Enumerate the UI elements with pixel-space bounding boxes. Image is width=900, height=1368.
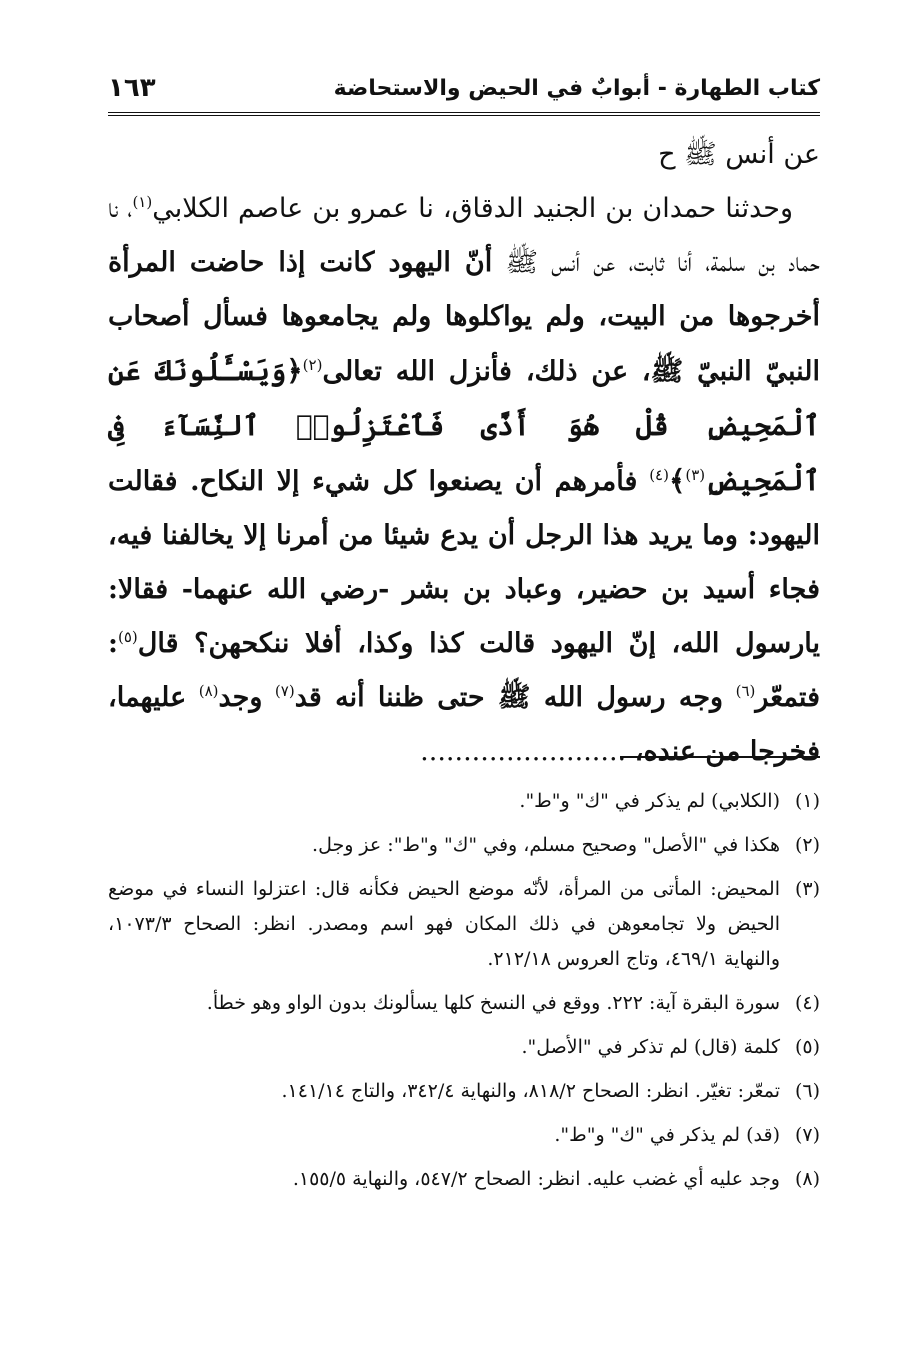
running-title: كتاب الطهارة - أبوابٌ في الحيض والاستحاضة xyxy=(333,75,820,101)
footnote-ref-3: (٣) xyxy=(685,466,706,484)
chain-of-narration-cont: ، نا حماد بن سلمة، أنا ثابت، عن أنس ﷺ xyxy=(108,193,820,278)
hadith-text-cont-2: : فتمعّر xyxy=(108,628,820,713)
footnote-item xyxy=(108,1162,820,1197)
footnote-item xyxy=(108,828,820,863)
footnote-number: (٤) xyxy=(794,992,820,1014)
footnote-ref-5: (٥) xyxy=(117,628,138,646)
footnotes-list xyxy=(108,784,820,1206)
hadith-text-cont: فأمرهم أن يصنعوا كل شيء إلا النكاح. فقالت اليهود: وما يريد هذا الرجل أن يدع شيئا من أمرنا إلا يخالفنا فيه، فجاء أسيد بن حضير، وعباد بن بشر -رضي الله عنهما- فقالا: يارسول الله، إنّ اليهود قالت كذا وكذا، أفلا ننكحهن؟ قال xyxy=(108,466,820,659)
chain-of-narration: وحدثنا حمدان بن الجنيد الدقاق، نا عمرو بن عاصم الكلابي xyxy=(152,193,793,224)
footnote-text: تمعّر: تغيّر. انظر: الصحاح ٨١٨/٢، والنهاية ٣٤٢/٤، والتاج ١٤١/١٤. xyxy=(281,1080,780,1102)
page-header xyxy=(108,68,820,108)
hadith-text-cont-5: عليهما، فخرجا من عنده، xyxy=(108,682,820,767)
footnote-text: وجد عليه أي غضب عليه. انظر: الصحاح ٥٤٧/٢، والنهاية ١٥٥/٥. xyxy=(292,1168,780,1190)
footnote-text: هكذا في "الأصل" وصحيح مسلم، وفي "ك" و"ط": عز وجل. xyxy=(312,834,780,856)
text-line-1: عن أنس ﷺ ح xyxy=(658,139,820,170)
quran-bracket-close: ﴾ xyxy=(668,464,686,497)
hadith-text-cont-4: وجد xyxy=(218,682,263,713)
hadith-paragraph xyxy=(108,182,820,779)
footnote-ref-6: (٦) xyxy=(735,682,756,700)
footnote-item xyxy=(108,1118,820,1153)
footnote-item xyxy=(108,784,820,819)
footnote-number: (٥) xyxy=(794,1036,820,1058)
hadith-text: أنّ اليهود كانت إذا حاضت المرأة أخرجوها من البيت، ولم يواكلوها ولم يجامعوها فسأل أصحاب النبيّ النبيّ ﷺ، عن ذلك، فأنزل الله تعالى xyxy=(108,247,820,387)
hadith-text-cont-3: وجه رسول الله ﷺ حتى ظننا أنه قد xyxy=(294,682,724,713)
footnote-number: (٨) xyxy=(794,1168,820,1190)
footnote-number: (٣) xyxy=(794,878,820,900)
footnote-item xyxy=(108,986,820,1021)
footnote-item xyxy=(108,1074,820,1109)
footnote-ref-1: (١) xyxy=(132,193,153,211)
footnote-ref-7: (٧) xyxy=(274,682,295,700)
footnote-text: (الكلابي) لم يذكر في "ك" و"ط". xyxy=(519,790,780,812)
footnote-ref-4: (٤) xyxy=(649,466,669,484)
footnote-text: المحيض: المأتى من المرأة، لأنّه موضع الحيض فكأنه قال: اعتزلوا النساء في موضع الحيض ولا تجامعوهن في ذلك المكان فهو اسم ومصدر. انظر: الصحاح ١٠٧٣/٣، والنهاية ٤٦٩/١، وتاج العروس ٢١٢/١٨. xyxy=(108,878,780,970)
footnote-number: (١) xyxy=(794,790,820,812)
continuation-dots: ........................ xyxy=(420,736,627,767)
footnote-ref-8: (٨) xyxy=(198,682,219,700)
footnote-text: كلمة (قال) لم تذكر في "الأصل". xyxy=(521,1036,780,1058)
footnote-separator xyxy=(620,756,820,758)
footnote-item xyxy=(108,1030,820,1065)
footnote-ref-2: (٢) xyxy=(302,356,323,374)
footnote-number: (٢) xyxy=(794,834,820,856)
header-rule xyxy=(108,112,820,116)
footnote-number: (٦) xyxy=(794,1080,820,1102)
page-number: ١٦٣ xyxy=(108,73,156,103)
main-text xyxy=(108,128,820,779)
footnote-item xyxy=(108,872,820,977)
footnote-text: سورة البقرة آية: ٢٢٢. ووقع في النسخ كلها يسألونك بدون الواو وهو خطأ. xyxy=(206,992,780,1014)
quran-verse: ﴿وَيَسْـَٔلُونَكَ عَنِ ٱلْمَحِيضِ قُلْ هُوَ أَذًى فَٱعْتَزِلُوا۟ ٱلنِّسَآءَ فِى ٱلْمَحِيضِ xyxy=(108,354,820,497)
footnote-number: (٧) xyxy=(794,1124,820,1146)
footnote-text: (قد) لم يذكر في "ك" و"ط". xyxy=(554,1124,780,1146)
